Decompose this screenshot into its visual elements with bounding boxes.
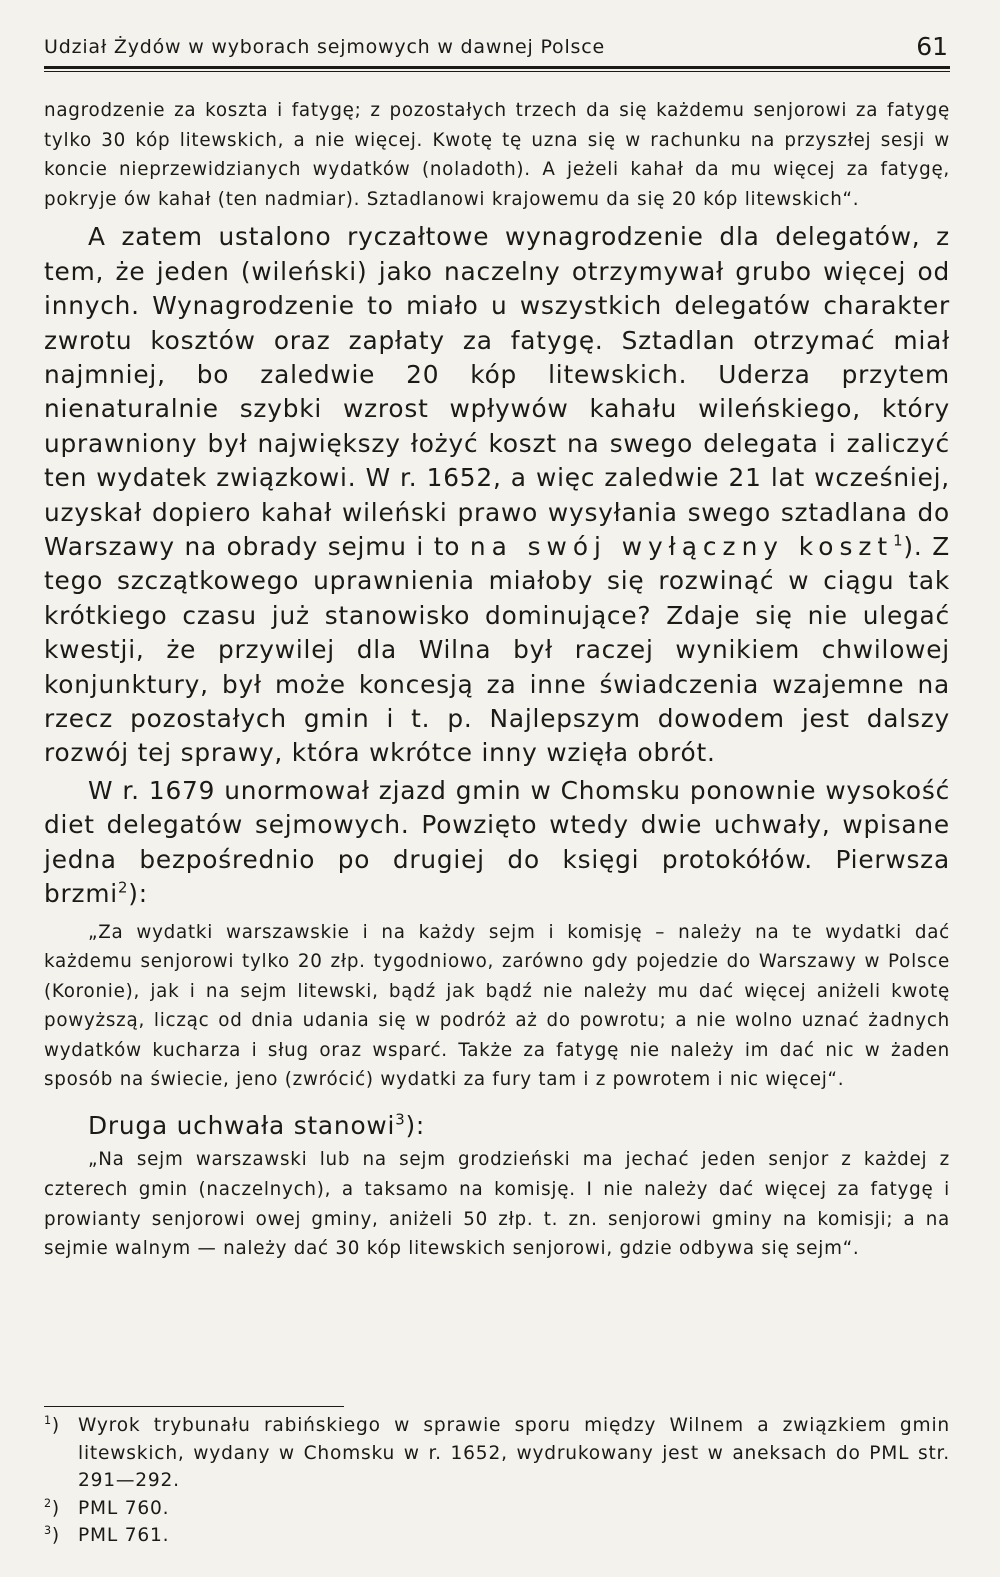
footnote-divider — [44, 1406, 344, 1407]
emphasis-spaced: na swój wyłączny koszt — [469, 532, 894, 562]
body-paragraph-1 — [44, 220, 950, 771]
footnote-text: Wyrok trybunału rabińskiego w sprawie sporu między Wilnem a związkiem gmin litewskich, wydany w Chomsku w r. 1652, wydrukowany jest w aneksach do PML str. 291—292. — [78, 1415, 950, 1491]
body-paragraph-1-text: A zatem ustalono ryczałtowe wynagrodzenie dla delegatów, z tem, że jeden (wileński) jako naczelny otrzymywał grubo więcej od innych. Wynagrodzenie to miało u wszystkich delegatów charakter zwrotu kosztów oraz zapłaty za fatygę. Sztadlan otrzymać miał najmniej, bo zaledwie 20 kóp litewskich. Uderza przytem nienaturalnie szybki wzrost wpływów kahału wileńskiego, który uprawniony był największy łożyć koszt na swego delegata i zaliczyć ten wydatek związkowi. W r. 1652, a więc zaledwie 21 lat wcześniej, uzyskał dopiero kahał wileński prawo wysyłania swego sztadlana do Warszawy na obrady sejmu i to — [44, 222, 950, 562]
page-number: 61 — [916, 32, 948, 61]
block-quote-2: „Na sejm warszawski lub na sejm grodzieński ma jechać jeden senjor z każdej z czterech gmin (naczelnych), a taksamo na komisję. I nie należy dać więcej za fatygę i prowianty senjorowi owej gminy, aniżeli 50 złp. t. zn. senjorowi gminy na komisji; a na sejmie walnym — należy dać 30 kóp litewskich senjorowi, gdzie odbywa się sejm“. — [44, 1149, 950, 1260]
footnote-ref-2[interactable]: 2 — [118, 878, 129, 897]
header-rule-thick — [44, 66, 950, 69]
continued-quote-paragraph: nagrodzenie za koszta i fatygę; z pozostałych trzech da się każdemu senjorowi za fatygę tylko 30 kóp litewskich, a nie więcej. Kwotę tę uzna się w rachunku na przyszłej sesji w koncie nieprzewidzianych wydatków (noladoth). A jeżeli kahał da mu więcej za fatygę, pokryje ów kahał (ten nadmiar). Sztadlanowi krajowemu da się 20 kóp litewskich“. — [44, 100, 950, 210]
body-paragraph-2-cont: ): — [128, 879, 148, 909]
footnote-item — [44, 1522, 950, 1550]
footnote-text: PML 760. — [78, 1497, 170, 1519]
header-rule-thin — [44, 71, 950, 72]
footnote-mark: $^3$) — [44, 1523, 60, 1546]
body-paragraph-3-cont: ): — [405, 1111, 426, 1141]
footnote-mark: $^2$) — [44, 1496, 60, 1519]
body-paragraph-3 — [44, 1109, 950, 1143]
footnote-ref-3[interactable]: 3 — [395, 1110, 406, 1129]
page-header — [44, 30, 950, 70]
footnote-item — [44, 1412, 950, 1495]
block-quote-1: „Za wydatki warszawskie i na każdy sejm i komisję – należy na te wydatki dać każdemu senjorowi tylko 20 złp. tygodniowo, zarówno gdy pojedzie do Warszawy w Polsce (Koronie), jak i na sejm litewski, bądź jak bądź nie należy mu dać więcej aniżeli kwotę powyższą, licząc od dnia udania się w podróż aż do powrotu; a nie wolno uznać żadnych wydatków kucharza i sług oraz wsparć. Także za fatygę nie należy im dać nic w żaden sposób na świecie, jeno (zwrócić) wydatki za fury tam i z powrotem i nic więcej“. — [44, 921, 950, 1091]
main-text — [44, 96, 950, 1264]
footnote-item — [44, 1495, 950, 1523]
footnote-mark: $^1$) — [44, 1413, 60, 1436]
footnote-ref-1[interactable]: 1 — [893, 531, 904, 550]
footnote-text: PML 761. — [78, 1525, 170, 1546]
body-paragraph-2 — [44, 774, 950, 912]
footnotes — [44, 1412, 950, 1550]
running-title: Udział Żydów w wyborach sejmowych w dawnej Polsce — [44, 36, 605, 58]
body-paragraph-1-cont: ). Z tego szczątkowego uprawnienia miałoby się rozwinąć w ciągu tak krótkiego czasu już stanowisko dominujące? Zdaje się nie ulegać kwestji, że przywilej dla Wilna był raczej wynikiem chwilowej konjunktury, był może koncesją za inne świadczenia wzajemne na rzecz pozostałych gmin i t. p. Najlepszym dowodem jest dalszy rozwój tej sprawy, która wkrótce inny wzięła obrót. — [44, 532, 950, 768]
body-paragraph-2-text: W r. 1679 unormował zjazd gmin w Chomsku ponownie wysokość diet delegatów sejmowych. Powzięto wtedy dwie uchwały, wpisane jedna bezpośrednio po drugiej do księgi protokółów. Pierwsza brzmi — [44, 775, 950, 909]
body-paragraph-3-text: Druga uchwała stanowi — [88, 1111, 396, 1141]
